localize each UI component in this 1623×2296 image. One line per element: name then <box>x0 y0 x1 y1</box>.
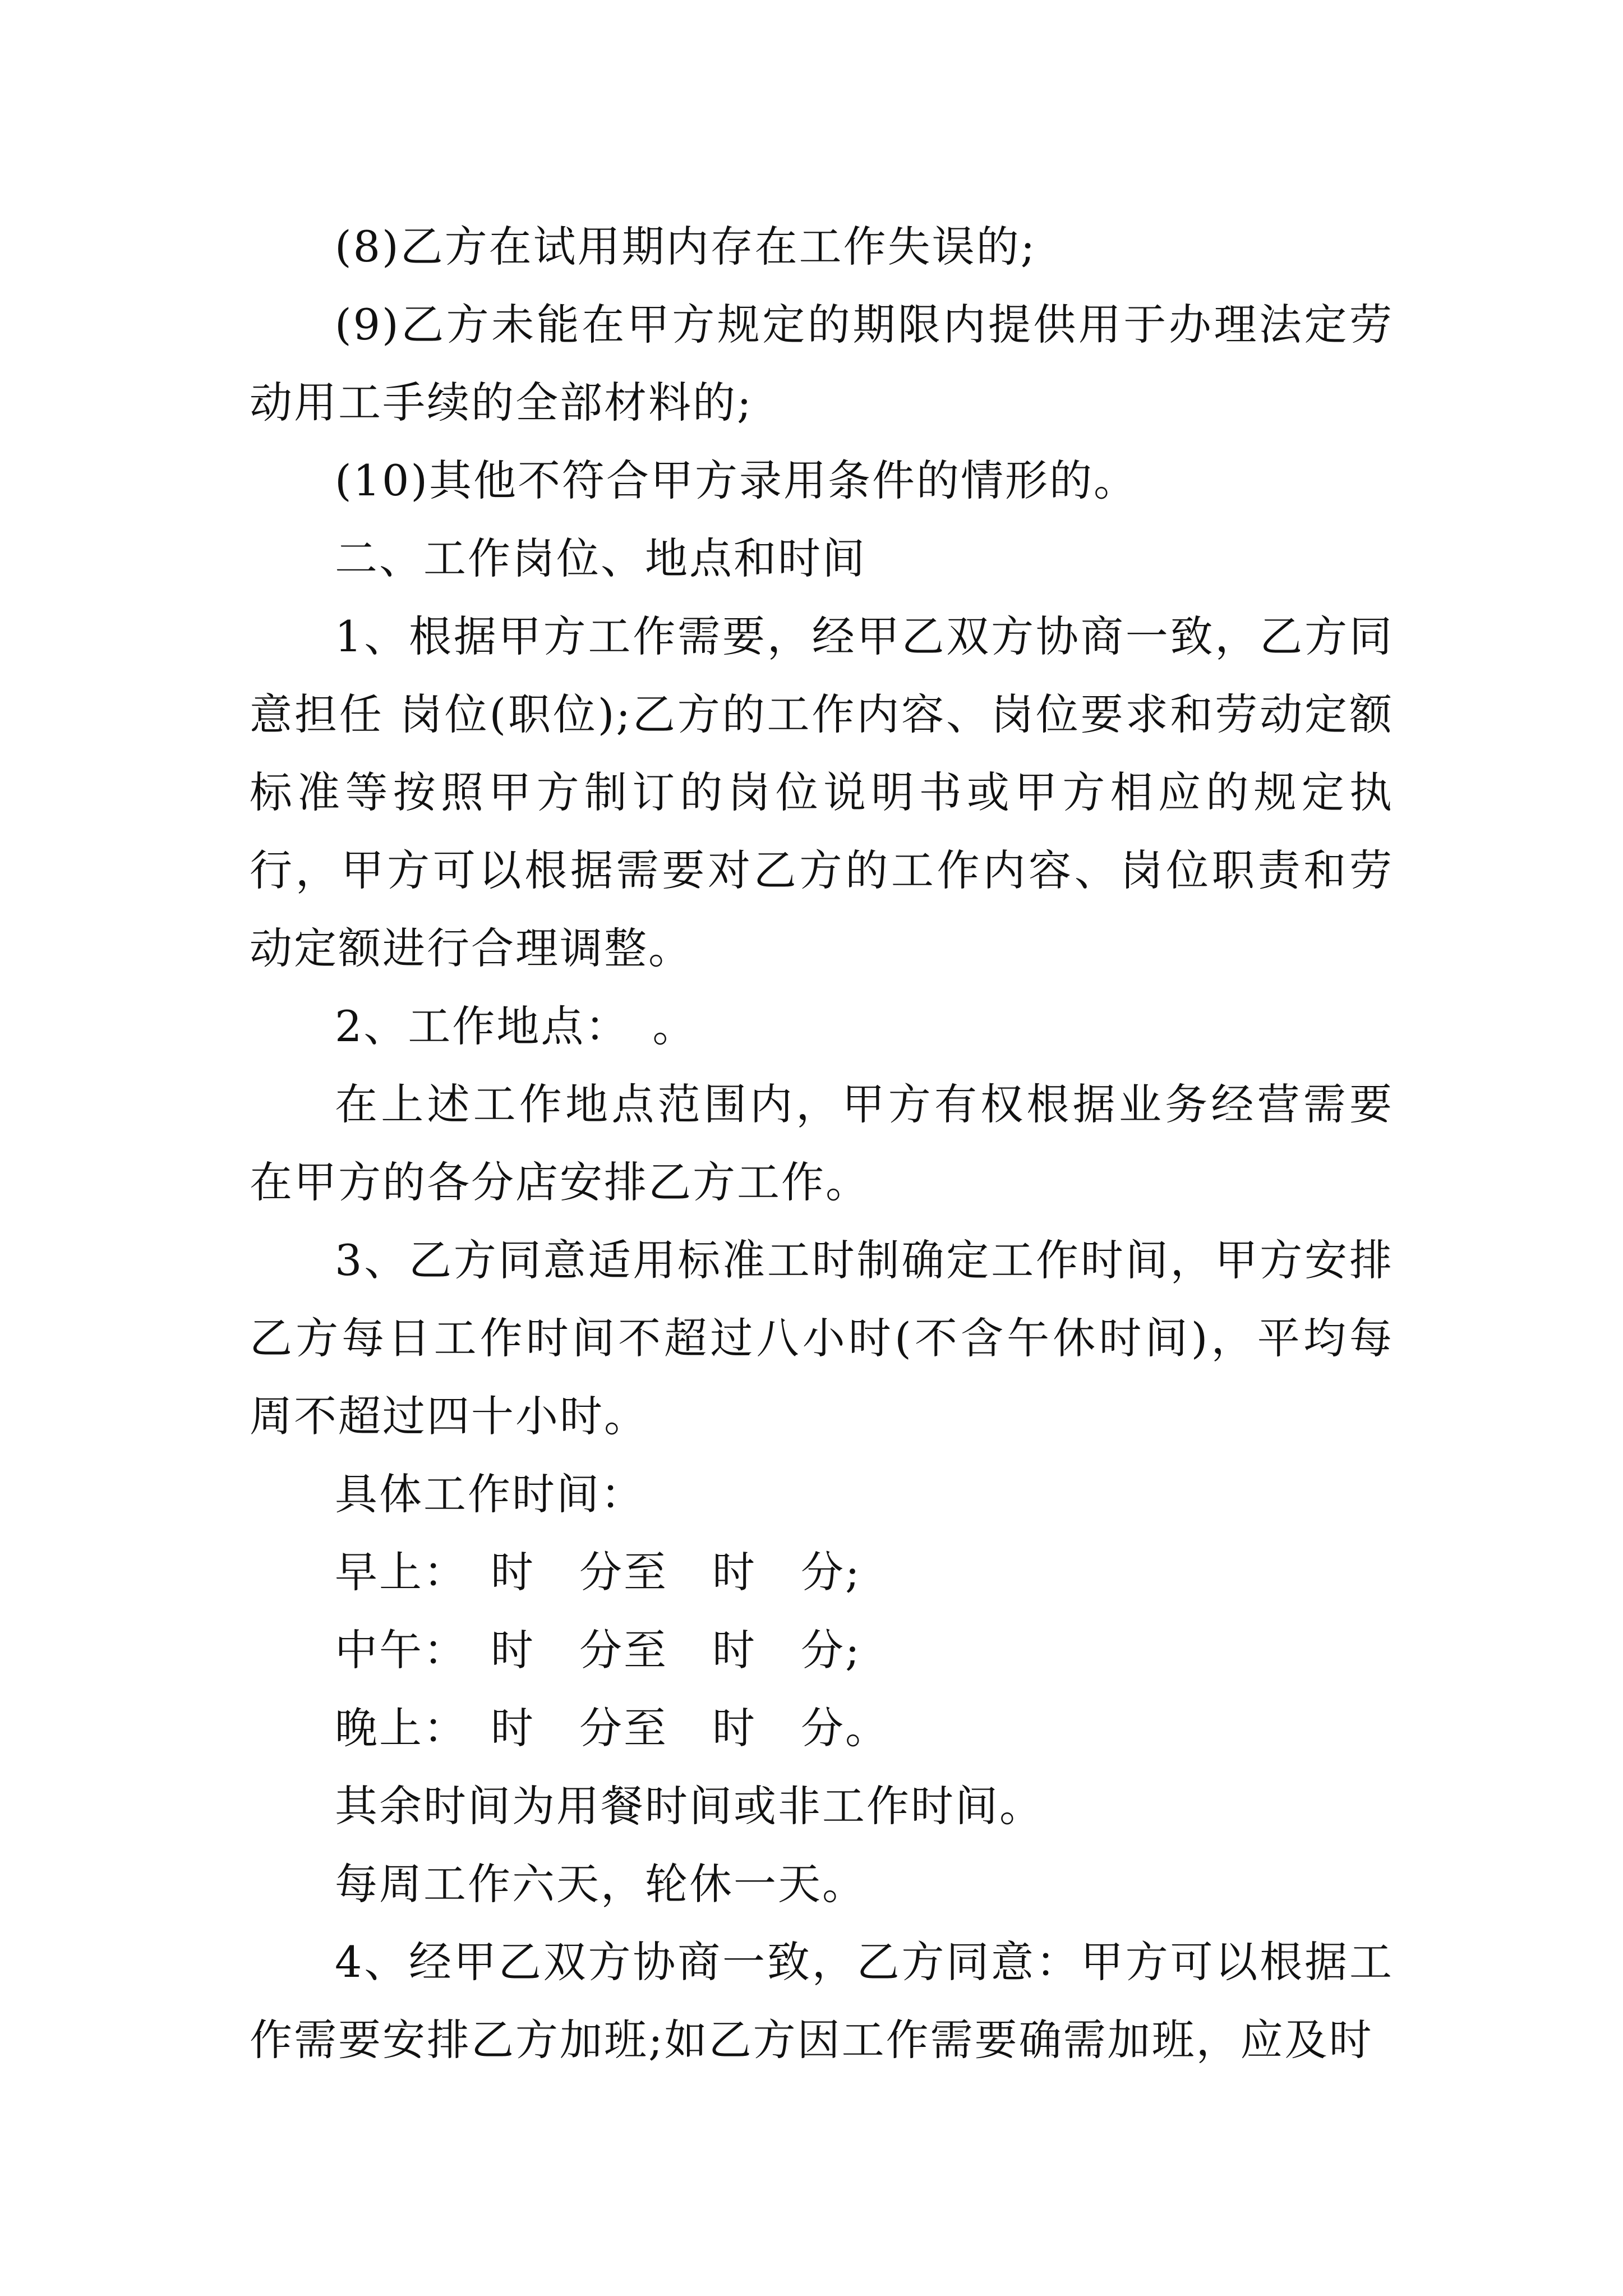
paragraph-weekly-rest: 每周工作六天，轮休一天。 <box>335 1859 866 1909</box>
paragraph-break-time: 其余时间为用餐时间或非工作时间。 <box>335 1781 1044 1831</box>
paragraph-item-10: (10)其他不符合甲方录用条件的情形的。 <box>335 455 1138 505</box>
paragraph-branch-assignment: 在上述工作地点范围内，甲方有权根据业务经营需要在甲方的各分店安排乙方工作。 <box>250 1079 1394 1207</box>
paragraph-schedule-heading: 具体工作时间： <box>335 1469 645 1519</box>
paragraph-evening-shift: 晚上： 时 分至 时 分。 <box>335 1703 889 1753</box>
paragraph-item-9: (9)乙方未能在甲方规定的期限内提供用于办理法定劳动用工手续的全部材料的; <box>250 300 1394 427</box>
paragraph-work-location: 2、工作地点： 。 <box>335 1001 697 1051</box>
paragraph-job-position: 1、根据甲方工作需要，经甲乙双方协商一致，乙方同意担任 岗位(职位);乙方的工作内容、岗位要求和劳动定额标准等按照甲方制订的岗位说明书或甲方相应的规定执行，甲方可以根据需要对乙方的工作内容、岗位职责和劳动定额进行合理调整。 <box>250 611 1394 973</box>
document-body <box>250 208 1394 2079</box>
paragraph-overtime: 4、经甲乙双方协商一致，乙方同意：甲方可以根据工作需要安排乙方加班;如乙方因工作需要确需加班，应及时 <box>250 1937 1394 2065</box>
paragraph-morning-shift: 早上： 时 分至 时 分; <box>335 1547 861 1597</box>
paragraph-item-8: (8)乙方在试用期内存在工作失误的; <box>335 222 1037 272</box>
paragraph-noon-shift: 中午： 时 分至 时 分; <box>335 1625 861 1675</box>
paragraph-working-hours: 3、乙方同意适用标准工时制确定工作时间，甲方安排乙方每日工作时间不超过八小时(不含午休时间)，平均每周不超过四十小时。 <box>250 1235 1394 1441</box>
section-heading-2: 二、工作岗位、地点和时间 <box>335 533 866 583</box>
